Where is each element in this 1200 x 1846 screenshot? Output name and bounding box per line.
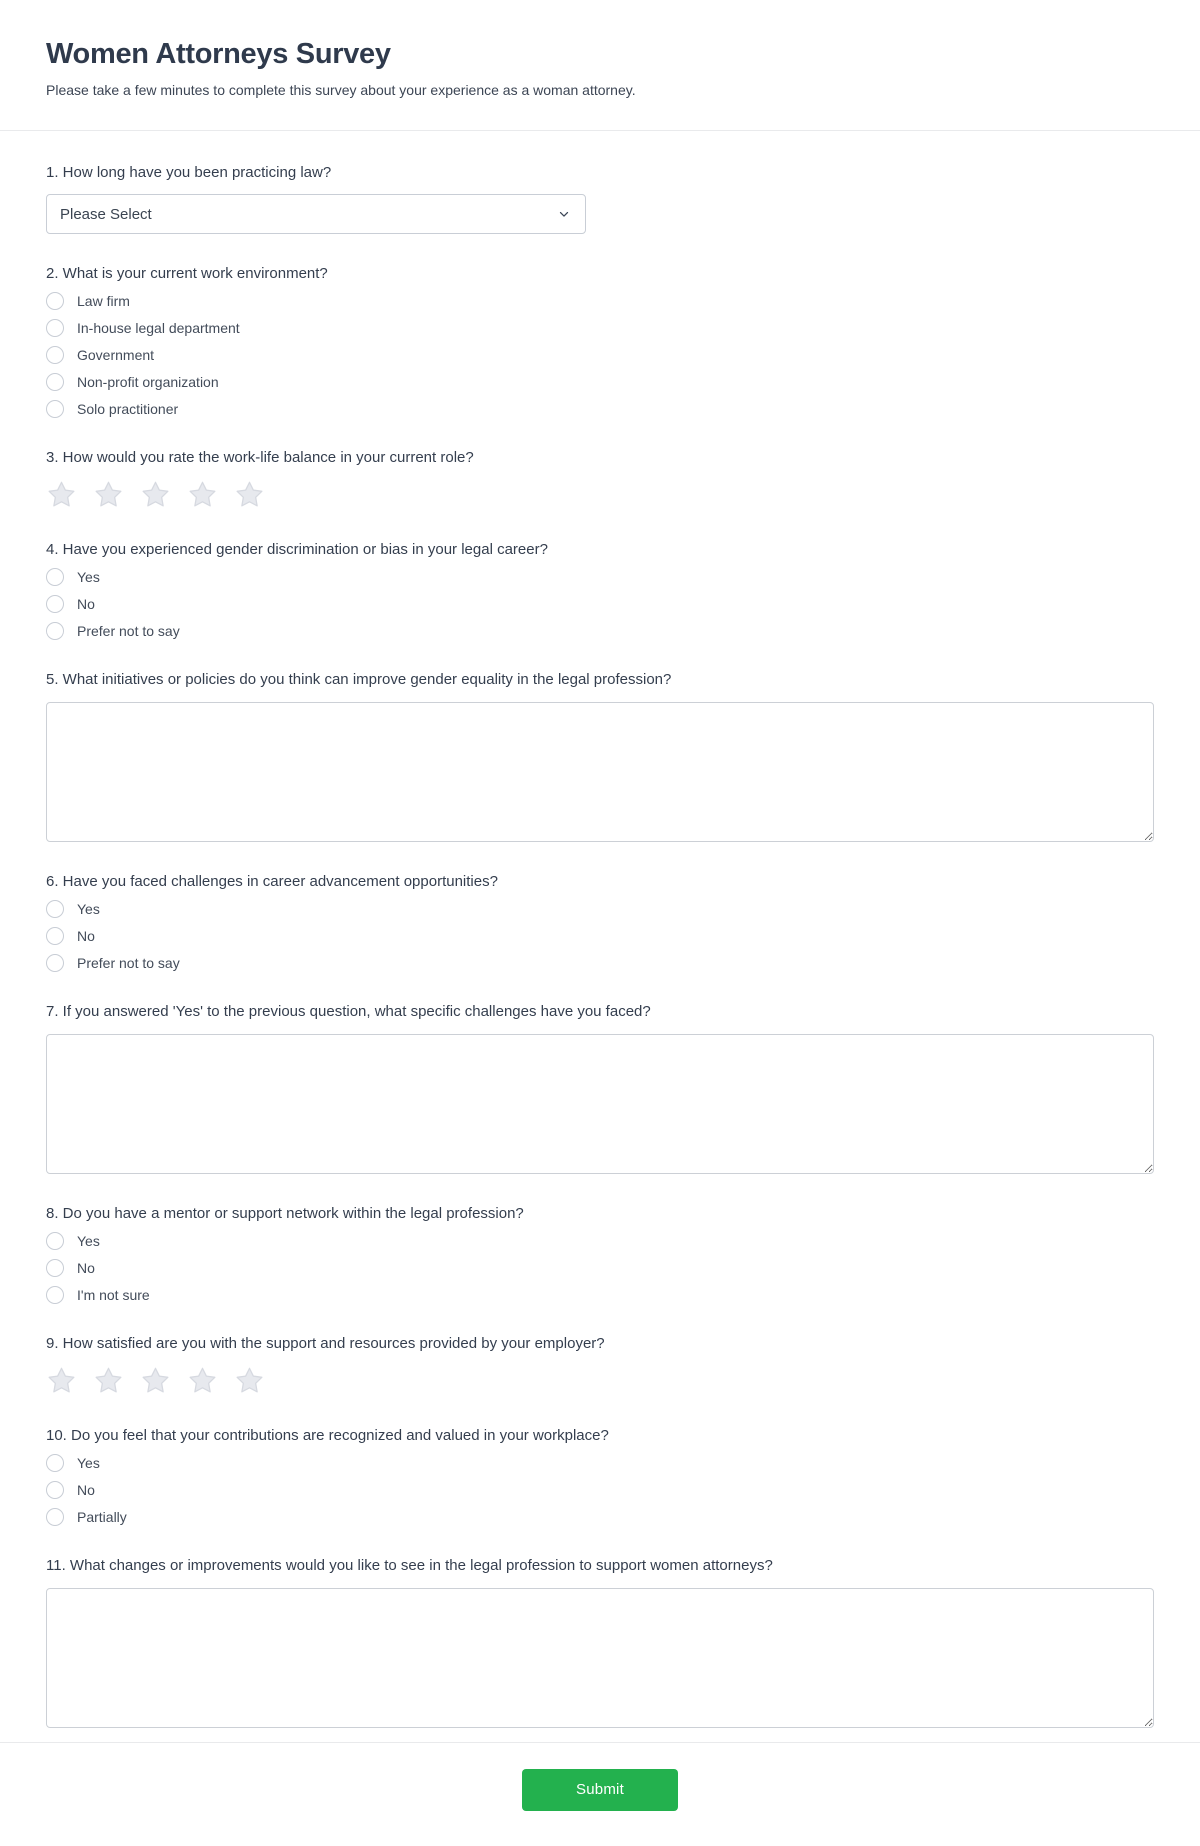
- radio-button[interactable]: [46, 900, 64, 918]
- question-6: [46, 872, 1154, 972]
- question-label: 6. Have you faced challenges in career advancement opportunities?: [46, 873, 498, 890]
- radio-button[interactable]: [46, 927, 64, 945]
- radio-group: [46, 568, 1154, 640]
- radio-option-label[interactable]: Yes: [77, 1455, 100, 1471]
- radio-option-label[interactable]: In-house legal department: [77, 320, 240, 336]
- question-3: [46, 448, 1154, 510]
- radio-option-label[interactable]: Prefer not to say: [77, 623, 180, 639]
- radio-option: [46, 568, 1154, 586]
- radio-button[interactable]: [46, 595, 64, 613]
- radio-option: [46, 373, 1154, 391]
- question-5: [46, 670, 1154, 842]
- star-icon[interactable]: [93, 479, 124, 510]
- radio-option-label[interactable]: Law firm: [77, 293, 130, 309]
- radio-option: [46, 319, 1154, 337]
- radio-option: [46, 400, 1154, 418]
- radio-option: [46, 900, 1154, 918]
- question-label: 4. Have you experienced gender discrimination or bias in your legal career?: [46, 541, 548, 558]
- radio-option-label[interactable]: Yes: [77, 901, 100, 917]
- answer-textarea[interactable]: [46, 1034, 1154, 1174]
- form-title: Women Attorneys Survey: [46, 38, 391, 70]
- question-label: 10. Do you feel that your contributions are recognized and valued in your workplace?: [46, 1427, 609, 1444]
- star-icon[interactable]: [140, 1365, 171, 1396]
- radio-option: [46, 292, 1154, 310]
- radio-button[interactable]: [46, 292, 64, 310]
- submit-button[interactable]: Submit: [522, 1769, 678, 1811]
- question-label: 8. Do you have a mentor or support network within the legal profession?: [46, 1205, 524, 1222]
- radio-button[interactable]: [46, 346, 64, 364]
- question-7: [46, 1002, 1154, 1174]
- question-2: [46, 264, 1154, 418]
- radio-option: [46, 1286, 1154, 1304]
- radio-group: [46, 1232, 1154, 1304]
- radio-button[interactable]: [46, 319, 64, 337]
- radio-button[interactable]: [46, 568, 64, 586]
- question-11: [46, 1556, 1154, 1728]
- star-icon[interactable]: [187, 1365, 218, 1396]
- radio-option: [46, 954, 1154, 972]
- radio-option: [46, 1259, 1154, 1277]
- radio-option: [46, 1481, 1154, 1499]
- radio-option-label[interactable]: Partially: [77, 1509, 127, 1525]
- radio-button[interactable]: [46, 954, 64, 972]
- form-footer: [0, 1743, 1200, 1846]
- radio-option-label[interactable]: No: [77, 1260, 95, 1276]
- radio-option-label[interactable]: Yes: [77, 569, 100, 585]
- radio-button[interactable]: [46, 1232, 64, 1250]
- star-icon[interactable]: [140, 479, 171, 510]
- radio-option-label[interactable]: No: [77, 1482, 95, 1498]
- chevron-down-icon: [557, 207, 571, 221]
- star-icon[interactable]: [93, 1365, 124, 1396]
- radio-option-label[interactable]: No: [77, 596, 95, 612]
- question-label: 9. How satisfied are you with the support and resources provided by your employer?: [46, 1335, 605, 1352]
- radio-option-label[interactable]: Non-profit organization: [77, 374, 219, 390]
- radio-option: [46, 1508, 1154, 1526]
- radio-button[interactable]: [46, 400, 64, 418]
- radio-option-label[interactable]: Government: [77, 347, 155, 363]
- answer-textarea[interactable]: [46, 702, 1154, 842]
- question-label: 5. What initiatives or policies do you think can improve gender equality in the legal profession?: [46, 671, 672, 688]
- radio-option: [46, 1232, 1154, 1250]
- radio-button[interactable]: [46, 1454, 64, 1472]
- radio-option: [46, 1454, 1154, 1472]
- radio-button[interactable]: [46, 1286, 64, 1304]
- star-icon[interactable]: [46, 1365, 77, 1396]
- radio-option: [46, 595, 1154, 613]
- radio-option-label[interactable]: Prefer not to say: [77, 955, 180, 971]
- radio-option-label[interactable]: Solo practitioner: [77, 401, 179, 417]
- radio-option: [46, 927, 1154, 945]
- star-icon[interactable]: [234, 1365, 265, 1396]
- radio-group: [46, 292, 1154, 418]
- radio-button[interactable]: [46, 373, 64, 391]
- answer-textarea[interactable]: [46, 1588, 1154, 1728]
- question-9: [46, 1334, 1154, 1396]
- star-rating: [46, 479, 1154, 510]
- star-icon[interactable]: [187, 479, 218, 510]
- radio-button[interactable]: [46, 1481, 64, 1499]
- question-label: 11. What changes or improvements would you like to see in the legal profession to support women attorneys?: [46, 1557, 773, 1574]
- radio-button[interactable]: [46, 622, 64, 640]
- radio-button[interactable]: [46, 1508, 64, 1526]
- form-subtitle: Please take a few minutes to complete this survey about your experience as a woman attorney.: [46, 82, 636, 98]
- question-label: 2. What is your current work environment?: [46, 265, 328, 282]
- question-label: 3. How would you rate the work-life balance in your current role?: [46, 449, 474, 466]
- question-list: [0, 131, 1200, 1742]
- question-10: [46, 1426, 1154, 1526]
- star-icon[interactable]: [46, 479, 77, 510]
- radio-option-label[interactable]: I'm not sure: [77, 1287, 150, 1303]
- radio-group: [46, 1454, 1154, 1526]
- question-label: 7. If you answered 'Yes' to the previous question, what specific challenges have you faced?: [46, 1003, 651, 1020]
- radio-group: [46, 900, 1154, 972]
- star-rating: [46, 1365, 1154, 1396]
- star-icon[interactable]: [234, 479, 265, 510]
- please-select-dropdown[interactable]: [46, 194, 586, 234]
- radio-option: [46, 622, 1154, 640]
- radio-button[interactable]: [46, 1259, 64, 1277]
- form-header: [0, 0, 1200, 130]
- radio-option: [46, 346, 1154, 364]
- select-value: Please Select: [60, 205, 152, 223]
- question-1: [46, 163, 1154, 234]
- radio-option-label[interactable]: No: [77, 928, 95, 944]
- radio-option-label[interactable]: Yes: [77, 1233, 100, 1249]
- question-4: [46, 540, 1154, 640]
- question-8: [46, 1204, 1154, 1304]
- question-label: 1. How long have you been practicing law?: [46, 164, 332, 181]
